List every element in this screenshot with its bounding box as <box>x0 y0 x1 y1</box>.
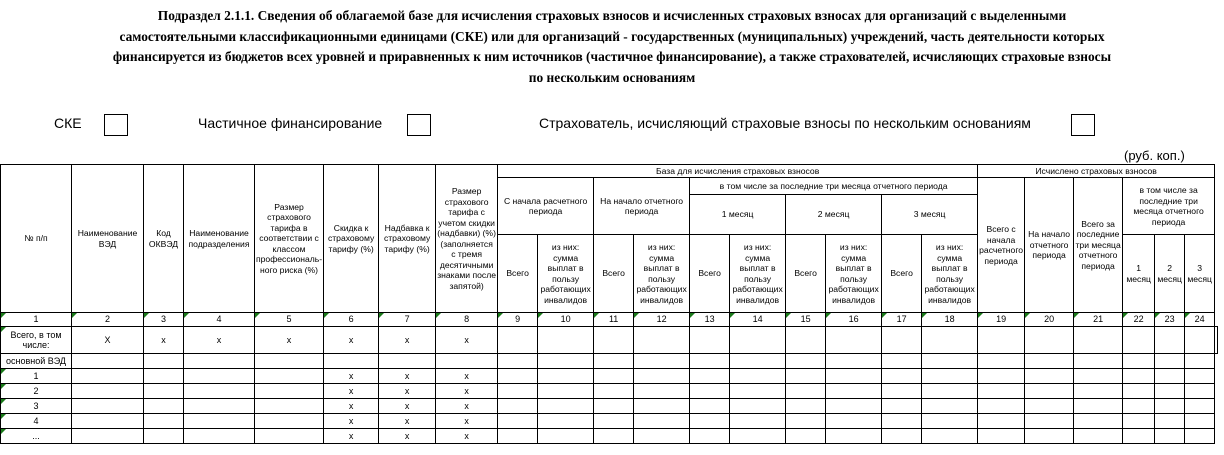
table-row <box>1 384 1218 399</box>
units-label: (руб. коп.) <box>1124 148 1185 163</box>
cell-input[interactable] <box>72 384 144 399</box>
col-number: 20 <box>1025 313 1074 327</box>
cell-mark: х <box>436 384 498 399</box>
header-disabled: из них: сумма выплат в пользу работающих инвалидов <box>922 235 978 313</box>
header-disabled: из них: сумма выплат в пользу работающих инвалидов <box>634 235 690 313</box>
cell-input[interactable] <box>730 429 786 444</box>
cell-input[interactable] <box>1123 399 1155 414</box>
col-number: 5 <box>255 313 324 327</box>
col-number: 6 <box>324 313 379 327</box>
cell-input[interactable] <box>594 327 634 354</box>
flag-row <box>0 112 1224 140</box>
cell-input[interactable] <box>594 414 634 429</box>
cell-input[interactable] <box>1074 384 1123 399</box>
col-number: 17 <box>882 313 922 327</box>
cell-mark: х <box>324 327 379 354</box>
cell-input[interactable] <box>922 354 978 369</box>
cell-input[interactable] <box>1123 369 1155 384</box>
cell-mark: х <box>324 414 379 429</box>
cell-input[interactable] <box>634 384 690 399</box>
cell-input[interactable] <box>1074 354 1123 369</box>
header-total: Всего <box>594 235 634 313</box>
cell-input[interactable] <box>594 399 634 414</box>
cell-mark: х <box>436 369 498 384</box>
row-label: ... <box>1 429 72 444</box>
cell-input[interactable] <box>634 369 690 384</box>
cell-input[interactable] <box>922 369 978 384</box>
total-row-label: Всего, в том числе: <box>1 327 72 354</box>
col-number: 22 <box>1123 313 1155 327</box>
multi-basis-label: Страхователь, исчисляющий страховые взносы по нескольким основаниям <box>539 115 1031 131</box>
cell-input[interactable] <box>144 369 184 384</box>
cell-mark: х <box>436 327 498 354</box>
cell-mark: х <box>184 327 255 354</box>
cell-input[interactable] <box>255 399 324 414</box>
header-disabled: из них: сумма выплат в пользу работающих инвалидов <box>826 235 882 313</box>
header-ved-name: Наименование ВЭД <box>72 165 144 313</box>
cell-input[interactable] <box>1025 429 1074 444</box>
col-number: 9 <box>498 313 538 327</box>
cell-input[interactable] <box>730 414 786 429</box>
title-line-3: финансируется из бюджетов всех уровней и приравненных к ним источников (частичное финансирование), а также страхователей, исчисляющих страховые взносы <box>112 49 1112 64</box>
data-table <box>0 164 1218 444</box>
header-dept: Наименование подразделения <box>184 165 255 313</box>
cell-input[interactable] <box>882 429 922 444</box>
col-number: 18 <box>922 313 978 327</box>
col-number: 21 <box>1074 313 1123 327</box>
title-line-4: по нескольким основаниям <box>528 69 696 85</box>
cell-input[interactable] <box>882 327 922 354</box>
cell-mark: х <box>379 369 436 384</box>
col-number: 10 <box>538 313 594 327</box>
cell-input[interactable] <box>730 354 786 369</box>
cell-mark: х <box>379 414 436 429</box>
cell-input[interactable] <box>1155 429 1185 444</box>
cell-input[interactable] <box>690 429 730 444</box>
cell-input[interactable] <box>538 429 594 444</box>
cell-input[interactable] <box>1025 384 1074 399</box>
cell-input[interactable] <box>255 369 324 384</box>
cell-mark: х <box>324 384 379 399</box>
partial-financing-checkbox[interactable] <box>407 114 431 136</box>
cell-input[interactable] <box>978 414 1025 429</box>
cell-input[interactable] <box>498 399 538 414</box>
cell-mark: х <box>324 369 379 384</box>
header-calc-month-3: 3 месяц <box>1185 235 1215 313</box>
cell-input[interactable] <box>690 354 730 369</box>
col-number: 3 <box>144 313 184 327</box>
cell-input[interactable] <box>826 354 882 369</box>
cell-input[interactable] <box>1185 414 1215 429</box>
header-disabled: из них: сумма выплат в пользу работающих инвалидов <box>730 235 786 313</box>
col-number: 8 <box>436 313 498 327</box>
cell-input[interactable] <box>978 429 1025 444</box>
header-surcharge: Надбавка к страховому тарифу (%) <box>379 165 436 313</box>
header-total: Всего <box>882 235 922 313</box>
cell-input[interactable] <box>498 384 538 399</box>
col-number: 23 <box>1155 313 1185 327</box>
header-calc-month-1: 1 месяц <box>1123 235 1155 313</box>
ske-label: СКЕ <box>54 115 82 131</box>
header-num: № п/п <box>1 165 72 313</box>
header-calc-last3-total: Всего за последние три месяца отчетного периода <box>1074 178 1123 313</box>
cell-input[interactable] <box>690 327 730 354</box>
cell-input[interactable] <box>538 369 594 384</box>
cell-input[interactable] <box>1025 369 1074 384</box>
cell-input[interactable] <box>1123 327 1155 354</box>
header-calc-at-start: На начало отчетного периода <box>1025 178 1074 313</box>
cell-input[interactable] <box>786 327 826 354</box>
cell-input[interactable] <box>826 399 882 414</box>
cell-input[interactable] <box>978 354 1025 369</box>
header-tariff-adjusted: Размер страхового тарифа с учетом скидки (надбавки) (%) (заполняется с тремя десятичными знаками после запятой) <box>436 165 498 313</box>
cell-mark: х <box>324 399 379 414</box>
main-ved-row <box>1 354 1218 369</box>
cell-input[interactable] <box>882 414 922 429</box>
cell-input[interactable] <box>1123 354 1155 369</box>
cell-input[interactable] <box>184 399 255 414</box>
col-number: 2 <box>72 313 144 327</box>
header-base-group: База для исчисления страховых взносов <box>498 165 978 178</box>
cell-input[interactable] <box>72 414 144 429</box>
cell-input[interactable] <box>498 327 538 354</box>
multi-basis-checkbox[interactable] <box>1071 114 1095 136</box>
col-number: 7 <box>379 313 436 327</box>
cell-input[interactable] <box>1025 354 1074 369</box>
cell-input[interactable] <box>826 327 882 354</box>
cell-mark: х <box>436 429 498 444</box>
cell-input[interactable] <box>498 414 538 429</box>
col-number: 13 <box>690 313 730 327</box>
cell-input[interactable] <box>379 354 436 369</box>
cell-input[interactable] <box>730 369 786 384</box>
cell-input[interactable] <box>1185 429 1215 444</box>
cell-mark: х <box>144 327 184 354</box>
cell-input[interactable] <box>498 354 538 369</box>
col-number: 4 <box>184 313 255 327</box>
cell-input[interactable] <box>826 369 882 384</box>
table-row <box>1 369 1218 384</box>
header-at-start: На начало отчетного периода <box>594 178 690 235</box>
cell-input[interactable] <box>690 369 730 384</box>
table-row <box>1 429 1218 444</box>
cell-input[interactable] <box>978 399 1025 414</box>
header-month-3: 3 месяц <box>882 195 978 235</box>
header-calc-last3: в том числе за последние три месяца отчетного периода <box>1123 178 1215 235</box>
cell-input[interactable] <box>634 354 690 369</box>
col-number: 24 <box>1185 313 1215 327</box>
header-month-2: 2 месяц <box>786 195 882 235</box>
cell-input[interactable] <box>538 399 594 414</box>
header-month-1: 1 месяц <box>690 195 786 235</box>
cell-input[interactable] <box>690 399 730 414</box>
cell-input[interactable] <box>144 429 184 444</box>
cell-input[interactable] <box>1074 414 1123 429</box>
cell-input[interactable] <box>882 369 922 384</box>
header-from-start: С начала расчетного периода <box>498 178 594 235</box>
cell-input[interactable] <box>690 384 730 399</box>
header-discount: Скидка к страховому тарифу (%) <box>324 165 379 313</box>
cell-input[interactable] <box>184 354 255 369</box>
cell-input[interactable] <box>184 369 255 384</box>
cell-input[interactable] <box>1155 399 1185 414</box>
cell-input[interactable] <box>730 384 786 399</box>
cell-input[interactable] <box>144 384 184 399</box>
col-number: 16 <box>826 313 882 327</box>
cell-input[interactable] <box>826 429 882 444</box>
header-total: Всего <box>498 235 538 313</box>
cell-input[interactable] <box>1215 327 1218 354</box>
cell-input[interactable] <box>1074 369 1123 384</box>
cell-input[interactable] <box>594 384 634 399</box>
cell-input[interactable] <box>730 327 786 354</box>
cell-input[interactable] <box>1185 369 1215 384</box>
cell-input[interactable] <box>1123 429 1155 444</box>
cell-mark: х <box>436 399 498 414</box>
cell-input[interactable] <box>1155 327 1185 354</box>
cell-input[interactable] <box>324 354 379 369</box>
cell-input[interactable] <box>1074 429 1123 444</box>
header-calc-from-start: Всего с начала расчетного периода <box>978 178 1025 313</box>
header-tariff: Размер страхового тарифа в соответствии с классом профессиональ-ного риска (%) <box>255 165 324 313</box>
cell-input[interactable] <box>498 369 538 384</box>
header-calc-group: Исчислено страховых взносов <box>978 165 1215 178</box>
cell-input[interactable] <box>72 369 144 384</box>
cell-input[interactable] <box>634 429 690 444</box>
col-number: 12 <box>634 313 690 327</box>
title-line-2: самостоятельными классификационными единицами (СКЕ) или для организаций - государственных (муниципальных) учреждений, часть деятельности которых <box>119 28 1105 44</box>
cell-input[interactable] <box>538 327 594 354</box>
cell-input[interactable] <box>184 429 255 444</box>
cell-input[interactable] <box>1123 414 1155 429</box>
cell-input[interactable] <box>255 429 324 444</box>
cell-input[interactable] <box>538 414 594 429</box>
cell-input[interactable] <box>436 354 498 369</box>
column-number-row <box>1 313 1218 327</box>
cell-input[interactable] <box>594 429 634 444</box>
cell-input[interactable] <box>184 384 255 399</box>
row-label: 4 <box>1 414 72 429</box>
header-okved: Код ОКВЭД <box>144 165 184 313</box>
cell-input[interactable] <box>730 399 786 414</box>
cell-input[interactable] <box>786 429 826 444</box>
table-row <box>1 399 1218 414</box>
cell-input[interactable] <box>1074 327 1123 354</box>
cell-input[interactable] <box>978 369 1025 384</box>
ske-checkbox[interactable] <box>104 114 128 136</box>
cell-input[interactable] <box>634 399 690 414</box>
cell-input[interactable] <box>786 399 826 414</box>
header-total: Всего <box>690 235 730 313</box>
cell-input[interactable] <box>1185 327 1215 354</box>
cell-input[interactable] <box>538 384 594 399</box>
cell-input[interactable] <box>1025 399 1074 414</box>
cell-mark: х <box>379 384 436 399</box>
cell-input[interactable] <box>690 414 730 429</box>
row-label: 2 <box>1 384 72 399</box>
cell-input[interactable] <box>255 354 324 369</box>
total-row <box>1 327 1218 354</box>
cell-mark: х <box>379 327 436 354</box>
cell-input[interactable] <box>922 429 978 444</box>
cell-input[interactable] <box>255 384 324 399</box>
cell-input[interactable] <box>882 384 922 399</box>
cell-mark: х <box>255 327 324 354</box>
cell-input[interactable] <box>922 414 978 429</box>
col-number: 1 <box>1 313 72 327</box>
partial-financing-label: Частичное финансирование <box>198 115 383 131</box>
cell-input[interactable] <box>255 414 324 429</box>
title-line-1: Подраздел 2.1.1. Сведения об облагаемой базе для исчисления страховых взносов и исчисленных страховых взносах для организаций с выделенными <box>157 8 1067 23</box>
cell-input[interactable] <box>184 414 255 429</box>
cell-input[interactable] <box>882 354 922 369</box>
cell-input[interactable] <box>1025 327 1074 354</box>
cell-input[interactable] <box>786 369 826 384</box>
cell-mark: х <box>436 414 498 429</box>
cell-mark: х <box>324 429 379 444</box>
cell-input[interactable] <box>144 399 184 414</box>
cell-input[interactable] <box>1155 369 1185 384</box>
col-number: 11 <box>594 313 634 327</box>
cell-input[interactable] <box>786 354 826 369</box>
cell-input[interactable] <box>538 354 594 369</box>
cell-input[interactable] <box>922 327 978 354</box>
col-number: 14 <box>730 313 786 327</box>
cell-input[interactable] <box>826 414 882 429</box>
cell-mark: Х <box>72 327 144 354</box>
cell-input[interactable] <box>1074 399 1123 414</box>
cell-input[interactable] <box>594 354 634 369</box>
header-total: Всего <box>786 235 826 313</box>
cell-input[interactable] <box>1155 414 1185 429</box>
cell-input[interactable] <box>498 429 538 444</box>
cell-input[interactable] <box>922 384 978 399</box>
col-number: 15 <box>786 313 826 327</box>
cell-input[interactable] <box>1185 384 1215 399</box>
cell-input[interactable] <box>144 414 184 429</box>
cell-mark: х <box>379 429 436 444</box>
cell-input[interactable] <box>882 399 922 414</box>
cell-input[interactable] <box>144 354 184 369</box>
col-number: 19 <box>978 313 1025 327</box>
cell-input[interactable] <box>594 369 634 384</box>
cell-input[interactable] <box>634 414 690 429</box>
cell-input[interactable] <box>1185 399 1215 414</box>
cell-input[interactable] <box>634 327 690 354</box>
cell-input[interactable] <box>786 414 826 429</box>
cell-mark: х <box>379 399 436 414</box>
row-label: 1 <box>1 369 72 384</box>
header-calc-month-2: 2 месяц <box>1155 235 1185 313</box>
cell-input[interactable] <box>786 384 826 399</box>
cell-input[interactable] <box>72 429 144 444</box>
row-label: 3 <box>1 399 72 414</box>
cell-input[interactable] <box>1025 414 1074 429</box>
header-last3: в том числе за последние три месяца отчетного периода <box>690 178 978 195</box>
cell-input[interactable] <box>1123 384 1155 399</box>
form-title <box>0 6 1224 88</box>
header-disabled: из них: сумма выплат в пользу работающих инвалидов <box>538 235 594 313</box>
cell-input[interactable] <box>826 384 882 399</box>
main-ved-label: основной ВЭД <box>1 354 72 369</box>
cell-input[interactable] <box>922 399 978 414</box>
cell-input[interactable] <box>1185 354 1215 369</box>
cell-input[interactable] <box>978 327 1025 354</box>
cell-input[interactable] <box>72 354 144 369</box>
cell-input[interactable] <box>978 384 1025 399</box>
cell-input[interactable] <box>1155 354 1185 369</box>
table-row <box>1 414 1218 429</box>
cell-input[interactable] <box>1155 384 1185 399</box>
cell-input[interactable] <box>72 399 144 414</box>
